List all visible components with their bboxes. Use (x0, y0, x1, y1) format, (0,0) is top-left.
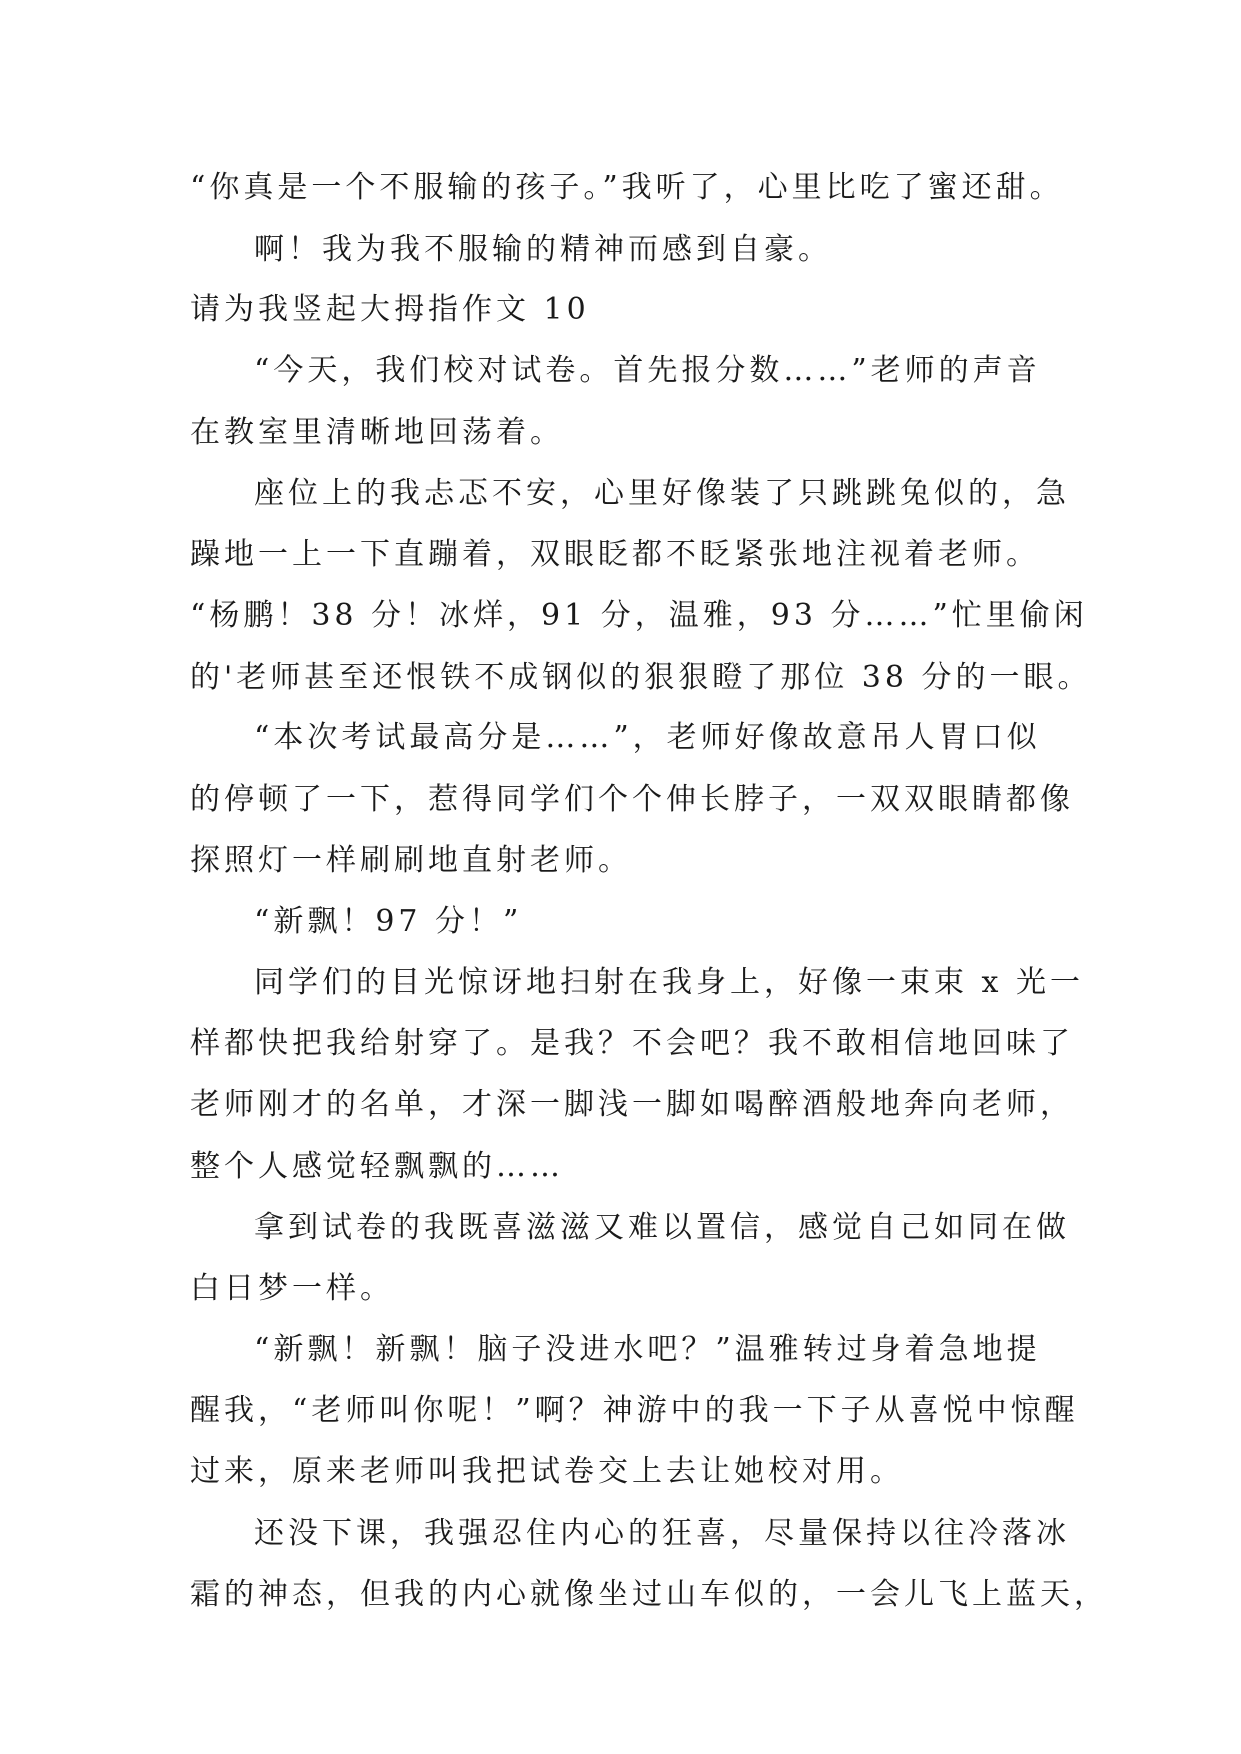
text-line: 样都快把我给射穿了。是我？不会吧？我不敢相信地回味了 (190, 1026, 1074, 1061)
text-line: 在教室里清晰地回荡着。 (190, 415, 564, 450)
text-line: 老师刚才的名单，才深一脚浅一脚如喝醉酒般地奔向老师， (190, 1087, 1074, 1122)
text-line: “本次考试最高分是……”，老师好像故意吊人胃口似 (254, 720, 1041, 755)
section-heading: 请为我竖起大拇指作文 10 (190, 292, 590, 327)
text-line: 整个人感觉轻飘飘的…… (190, 1149, 564, 1184)
text-line: “新飘！97 分！” (254, 904, 523, 939)
text-line: 躁地一上一下直蹦着，双眼眨都不眨紧张地注视着老师。 (190, 537, 1040, 572)
text-line: 啊！我为我不服输的精神而感到自豪。 (254, 232, 832, 267)
text-line: “新飘！新飘！脑子没进水吧？”温雅转过身着急地提 (254, 1332, 1041, 1367)
text-line: “杨鹏！38 分！冰烊，91 分，温雅，93 分……”忙里偷闲 (190, 598, 1088, 633)
text-line: 同学们的目光惊讶地扫射在我身上，好像一束束 x 光一 (254, 965, 1084, 1000)
text-line: 座位上的我忐忑不安，心里好像装了只跳跳兔似的，急 (254, 476, 1070, 511)
text-line: 醒我，“老师叫你呢！”啊？神游中的我一下子从喜悦中惊醒 (190, 1393, 1079, 1428)
text-line: “你真是一个不服输的孩子。”我听了，心里比吃了蜜还甜。 (190, 170, 1064, 205)
text-line: 过来，原来老师叫我把试卷交上去让她校对用。 (190, 1454, 904, 1489)
text-line: 的'老师甚至还恨铁不成钢似的狠狠瞪了那位 38 分的一眼。 (190, 660, 1092, 695)
text-line: 白日梦一样。 (190, 1271, 394, 1306)
text-line: 霜的神态，但我的内心就像坐过山车似的，一会儿飞上蓝天， (190, 1577, 1108, 1612)
text-line: 还没下课，我强忍住内心的狂喜，尽量保持以往冷落冰 (254, 1516, 1070, 1551)
text-line: “今天，我们校对试卷。首先报分数……”老师的声音 (254, 353, 1041, 388)
text-line: 探照灯一样刷刷地直射老师。 (190, 843, 632, 878)
text-line: 的停顿了一下，惹得同学们个个伸长脖子，一双双眼睛都像 (190, 782, 1074, 817)
text-line: 拿到试卷的我既喜滋滋又难以置信，感觉自己如同在做 (254, 1210, 1070, 1245)
